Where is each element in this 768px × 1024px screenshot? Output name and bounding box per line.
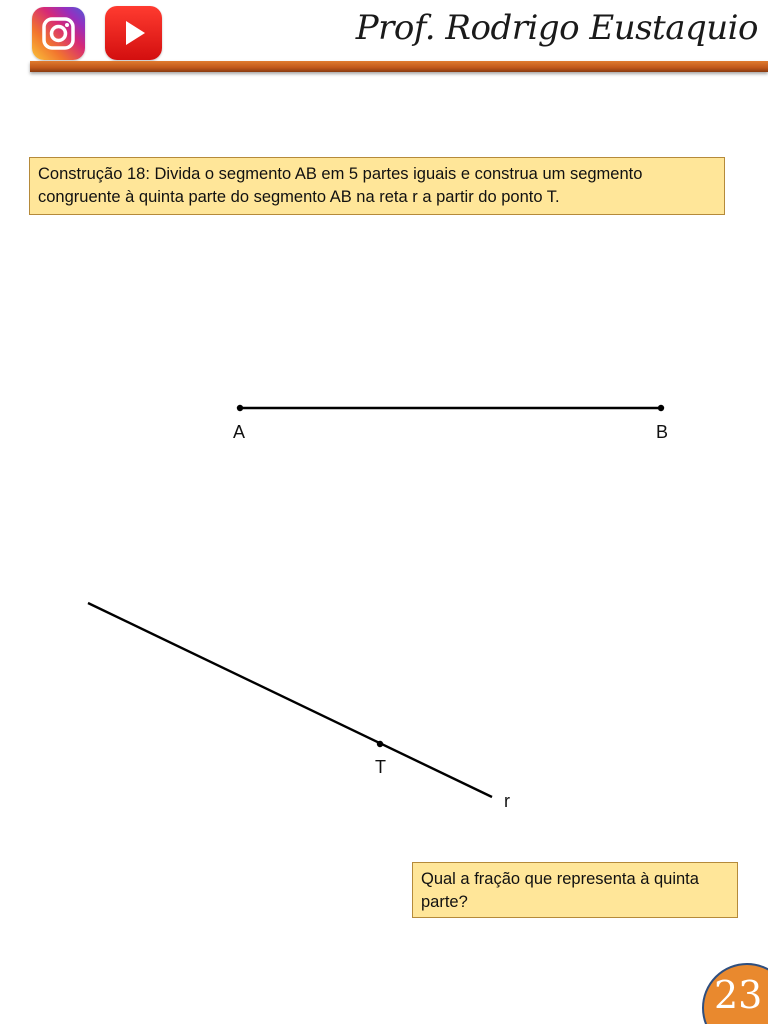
point-a <box>237 405 243 411</box>
point-b-label: B <box>656 422 669 442</box>
question-text: Qual a fração que representa à quinta parte? <box>421 870 699 911</box>
page-number: 23 <box>714 973 763 1017</box>
line-r-label: r <box>504 791 510 811</box>
point-t-label: T <box>375 757 386 777</box>
instruction-text: Construção 18: Divida o segmento AB em 5 partes iguais e construa um segmento congruente à quinta parte do segmento AB na reta r a partir do ponto T. <box>38 165 643 206</box>
header-title: Prof. Rodrigo Eustaquio <box>355 8 758 48</box>
point-b <box>658 405 664 411</box>
point-a-label: A <box>233 422 246 442</box>
line-r <box>88 603 492 797</box>
point-t <box>377 741 383 747</box>
question-box <box>412 862 738 918</box>
